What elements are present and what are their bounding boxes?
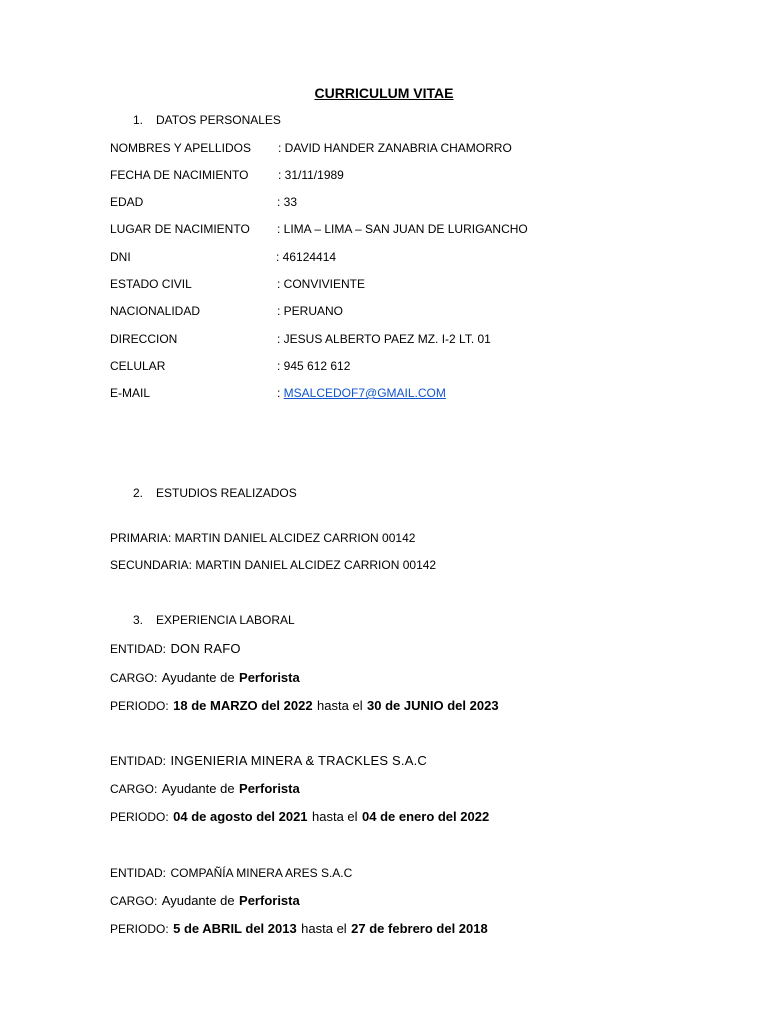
entity-value: DON RAFO xyxy=(170,641,241,656)
experience-role xyxy=(110,780,300,798)
period-connector: hasta el xyxy=(317,698,363,713)
section-number: 2. xyxy=(133,486,144,500)
field-value xyxy=(277,386,446,400)
field-value: : 31/11/1989 xyxy=(278,168,344,182)
entity-label: ENTIDAD: xyxy=(110,642,167,656)
role-title: Perforista xyxy=(239,670,300,685)
section-title: EXPERIENCIA LABORAL xyxy=(156,613,295,627)
entity-label: ENTIDAD: xyxy=(110,754,167,768)
field-value: : JESUS ALBERTO PAEZ MZ. I-2 LT. 01 xyxy=(277,332,491,346)
experience-period xyxy=(110,697,499,715)
role-label: CARGO: xyxy=(110,671,158,685)
role-prefix: Ayudante de xyxy=(161,670,235,685)
field-label: CELULAR xyxy=(110,359,166,373)
experience-entity xyxy=(110,752,427,770)
entity-label: ENTIDAD: xyxy=(110,866,167,880)
period-start: 5 de ABRIL del 2013 xyxy=(173,921,297,936)
section-number: 1. xyxy=(133,113,144,127)
field-label: E-MAIL xyxy=(110,386,151,400)
entity-value: COMPAÑÍA MINERA ARES S.A.C xyxy=(170,866,353,880)
experience-period xyxy=(110,808,489,826)
role-prefix: Ayudante de xyxy=(161,893,235,908)
field-label: DIRECCION xyxy=(110,332,178,346)
period-start: 04 de agosto del 2021 xyxy=(173,809,308,824)
field-label: EDAD xyxy=(110,195,144,209)
studies-secondary: SECUNDARIA: MARTIN DANIEL ALCIDEZ CARRION 00142 xyxy=(110,558,437,572)
experience-entity xyxy=(110,640,241,658)
period-connector: hasta el xyxy=(312,809,358,824)
section-title: DATOS PERSONALES xyxy=(156,113,281,127)
section-heading-personal xyxy=(133,113,281,127)
field-value: : 46124414 xyxy=(276,250,337,264)
section-number: 3. xyxy=(133,613,144,627)
period-end: 27 de febrero del 2018 xyxy=(351,921,488,936)
field-label: NOMBRES Y APELLIDOS xyxy=(110,141,251,155)
field-value: : CONVIVIENTE xyxy=(277,277,366,291)
period-end: 30 de JUNIO del 2023 xyxy=(367,698,499,713)
role-label: CARGO: xyxy=(110,782,158,796)
role-prefix: Ayudante de xyxy=(161,781,235,796)
field-label: DNI xyxy=(110,250,131,264)
field-label: ESTADO CIVIL xyxy=(110,277,192,291)
experience-role xyxy=(110,669,300,687)
period-label: PERIODO: xyxy=(110,922,169,936)
field-value: : PERUANO xyxy=(277,304,344,318)
document-title: CURRICULUM VITAE xyxy=(314,85,454,101)
period-label: PERIODO: xyxy=(110,810,169,824)
field-value: : DAVID HANDER ZANABRIA CHAMORRO xyxy=(278,141,512,155)
section-title: ESTUDIOS REALIZADOS xyxy=(156,486,297,500)
field-separator: : xyxy=(277,386,284,400)
entity-value: INGENIERIA MINERA & TRACKLES S.A.C xyxy=(170,753,427,768)
field-label: LUGAR DE NACIMIENTO xyxy=(110,222,250,236)
experience-role xyxy=(110,892,300,910)
field-label: FECHA DE NACIMIENTO xyxy=(110,168,249,182)
studies-primary: PRIMARIA: MARTIN DANIEL ALCIDEZ CARRION 00142 xyxy=(110,531,416,545)
period-end: 04 de enero del 2022 xyxy=(362,809,490,824)
section-heading-studies xyxy=(133,486,297,500)
field-value: : LIMA – LIMA – SAN JUAN DE LURIGANCHO xyxy=(277,222,528,236)
section-heading-experience xyxy=(133,613,295,627)
period-label: PERIODO: xyxy=(110,699,169,713)
period-connector: hasta el xyxy=(301,921,347,936)
role-title: Perforista xyxy=(239,781,300,796)
role-label: CARGO: xyxy=(110,894,158,908)
period-start: 18 de MARZO del 2022 xyxy=(173,698,313,713)
field-label: NACIONALIDAD xyxy=(110,304,201,318)
experience-period xyxy=(110,920,488,938)
email-link[interactable]: MSALCEDOF7@GMAIL.COM xyxy=(283,386,446,400)
experience-entity xyxy=(110,864,352,882)
field-value: : 945 612 612 xyxy=(277,359,351,373)
role-title: Perforista xyxy=(239,893,300,908)
field-value: : 33 xyxy=(277,195,298,209)
